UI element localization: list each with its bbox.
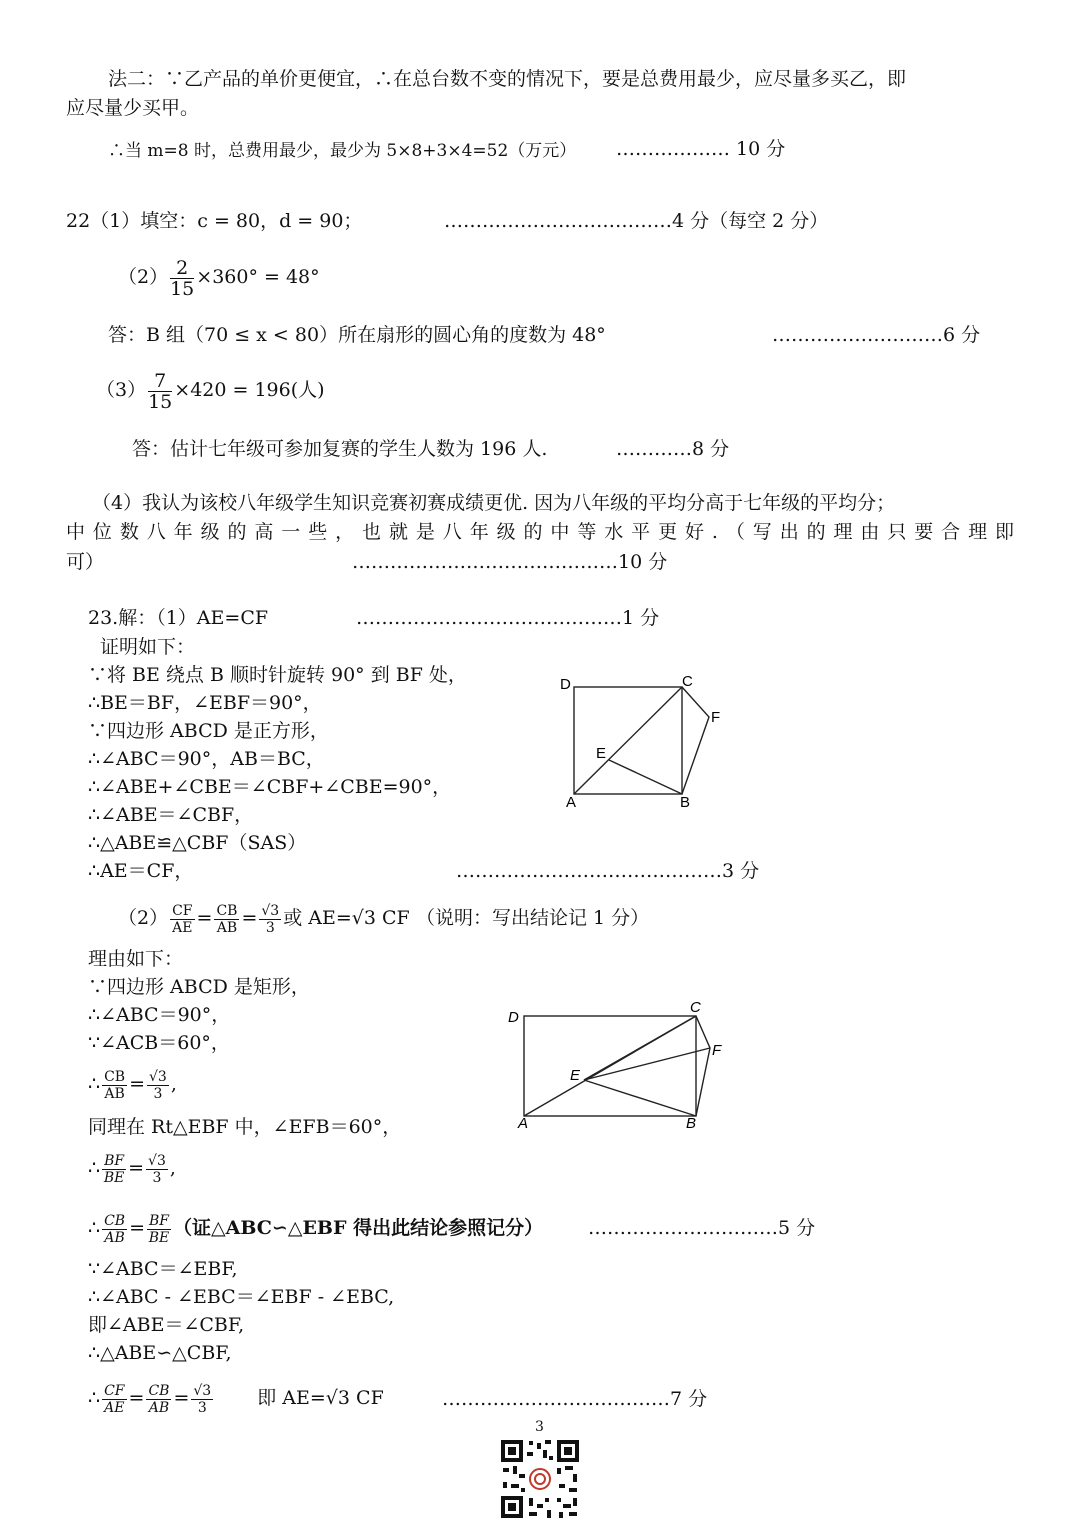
fig1-label-c: C: [682, 673, 693, 690]
segment-eb: [609, 760, 682, 794]
fraction-denominator: AB: [216, 919, 238, 936]
fraction-denominator: AE: [104, 1399, 125, 1416]
q23-reason-ratio-1: ∴ $\frac{CB}{AB}$ = $\frac{√3}{3}$ ,: [88, 1068, 177, 1102]
fraction-numerator: √3: [193, 1382, 212, 1399]
fig1-label-b: B: [680, 794, 691, 811]
fraction: [170, 903, 194, 936]
q23-part2-label: （2）: [118, 907, 169, 929]
fig2-label-a: A: [518, 1115, 529, 1132]
q23-head-score: ……………………………………1 分: [356, 607, 660, 629]
q22-part4: [66, 489, 1014, 547]
fraction-denominator: 15: [170, 277, 195, 300]
q22-part4-line3: 可）: [66, 551, 105, 573]
q23-part2-alt: 或 AE=√3 CF: [283, 907, 410, 929]
fraction: [102, 1069, 127, 1102]
q23-reason-line: ∵∠ACB＝60°，: [88, 1032, 230, 1054]
fig1-label-f: F: [711, 709, 721, 726]
fig2-label-d: D: [508, 1009, 519, 1026]
fraction-numerator: CB: [216, 902, 238, 919]
fraction: [191, 1383, 213, 1416]
q22-part3: [96, 365, 325, 415]
q23-final-score: ………………………………7 分: [442, 1388, 708, 1410]
q22-part1-score: ………………………………4 分（每空 2 分）: [444, 210, 829, 232]
method2-line1: 法二：∵乙产品的单价更便宜，∴在总台数不变的情况下，要是总费用最少，应尽量多买乙，即: [108, 68, 907, 90]
q23-reason-line: ∵四边形 ABCD 是矩形，: [88, 976, 310, 998]
segment-cfb: [682, 687, 709, 794]
fig2-label-e: E: [570, 1067, 581, 1084]
q22-part3-answer: 答：估计七年级可参加复赛的学生人数为 196 人.: [132, 438, 548, 460]
fraction-denominator: AB: [148, 1399, 170, 1416]
q23-part2: （2） $\frac{CF}{AE}$ = $\frac{CB}{AB}$ = $\frac{√3}{3}$ 或 AE=√3 CF: [118, 902, 410, 936]
q23-reason-line: ∴∠ABC - ∠EBC＝∠EBF - ∠EBC,: [88, 1286, 395, 1308]
fraction-denominator: AB: [104, 1229, 125, 1246]
q22-part2-answer: 答：B 组（70 ≤ x < 80）所在扇形的圆心角的度数为 48°: [108, 324, 606, 346]
fraction-denominator: BE: [148, 1229, 170, 1246]
fraction-numerator: CF: [104, 1382, 125, 1399]
fraction-denominator: 3: [152, 1169, 162, 1186]
q23-proof-score: ……………………………………3 分: [456, 860, 760, 882]
fraction-numerator: √3: [149, 1068, 167, 1085]
fraction: [102, 1213, 127, 1246]
fraction-numerator: CF: [172, 902, 193, 919]
fraction-denominator: 15: [148, 390, 173, 413]
q23-reason-line: ∵∠ABC＝∠EBF,: [88, 1258, 238, 1280]
fraction: [146, 1153, 168, 1186]
fraction-numerator: 2: [170, 258, 194, 279]
q22-part2-expr: ×360° = 48°: [196, 266, 320, 288]
segment-eb: [584, 1080, 696, 1116]
fraction-numerator: BF: [149, 1212, 170, 1229]
diagonal-ac: [574, 687, 682, 794]
figure-rectangle: [500, 1000, 740, 1135]
fraction-denominator: AB: [104, 1085, 125, 1102]
q22-part2-label: （2）: [118, 266, 169, 288]
fraction: [147, 1213, 171, 1246]
fraction: [102, 1153, 126, 1186]
q23-reason-score-5: …………………………5 分: [588, 1217, 816, 1239]
q23-proof-line: ∵四边形 ABCD 是正方形，: [88, 720, 329, 742]
figure-square: [556, 672, 736, 812]
fraction: [147, 1069, 169, 1102]
q22-part2-fraction: [170, 258, 194, 299]
fig2-label-f: F: [712, 1042, 722, 1059]
fraction: [214, 903, 239, 936]
method2-line2: 应尽量少买甲。: [66, 97, 200, 119]
q22-part4-line2: 中位数八年级的高一些，也就是八年级的中等水平更好.（写出的理由只要合理即: [66, 521, 1014, 543]
q22-part3-fraction: [148, 371, 172, 412]
q23-reason-line: 同理在 Rt△EBF 中，∠EFB＝60°，: [88, 1116, 402, 1138]
q22-part1: 22（1）填空：c = 80，d = 90；: [66, 210, 363, 232]
fraction-numerator: √3: [148, 1152, 166, 1169]
q22-part2: [118, 252, 320, 302]
page-number: 3: [535, 1419, 544, 1435]
fraction-numerator: CB: [104, 1212, 126, 1229]
q23-head: 23.解：（1）AE=CF: [88, 607, 269, 629]
fig2-label-c: C: [690, 1000, 701, 1016]
fraction-denominator: BE: [103, 1169, 125, 1186]
q23-proof-line: ∴∠ABE＝∠CBF，: [88, 804, 254, 826]
q23-final: ∴ $\frac{CF}{AE}$ = $\frac{CB}{AB}$ = $\frac{√3}{3}$ 即 AE=√3 CF: [88, 1382, 384, 1416]
fraction-denominator: 3: [265, 919, 275, 936]
q23-final-tail: 即 AE=√3 CF: [257, 1387, 384, 1409]
segment-ec: [584, 1016, 696, 1080]
method2-result: ∴当 m=8 时，总费用最少，最少为 5×8+3×4=52（万元）: [108, 141, 577, 161]
q23-proof-line: ∵将 BE 绕点 B 顺时针旋转 90° 到 BF 处，: [88, 664, 467, 686]
fraction-numerator: BF: [104, 1152, 125, 1169]
fraction: [102, 1383, 126, 1416]
fraction-numerator: CB: [104, 1068, 126, 1085]
segment-ef: [584, 1048, 710, 1080]
fraction: [146, 1383, 171, 1416]
fraction-numerator: CB: [148, 1382, 170, 1399]
q22-part4-score: ……………………………………10 分: [352, 551, 668, 573]
q23-reason-line: ∴∠ABC＝90°，: [88, 1004, 231, 1026]
fraction: [259, 903, 281, 936]
q22-part2-score: ………………………6 分: [772, 324, 981, 346]
fraction-numerator: √3: [261, 902, 280, 919]
fraction-denominator: 3: [153, 1085, 163, 1102]
segment-cfb: [696, 1016, 710, 1116]
q23-proof-line: ∴AE＝CF，: [88, 860, 194, 882]
fig1-label-a: A: [566, 794, 577, 811]
q23-proof-line: ∴∠ABC＝90°，AB＝BC，: [88, 748, 325, 770]
fraction-numerator: 7: [148, 371, 172, 392]
q22-part4-line1: （4）我认为该校八年级学生知识竞赛初赛成绩更优. 因为八年级的平均分高于七年级的平均分；: [92, 492, 896, 514]
fig1-label-e: E: [596, 745, 607, 762]
q23-proof-title: 证明如下：: [100, 636, 196, 658]
q23-reason-ratio-3: ∴ $\frac{CB}{AB}$ = $\frac{BF}{BE}$ （证△ABC∽△EBF 得出此结论参照记分）: [88, 1212, 544, 1246]
qr-code-icon: [499, 1438, 581, 1520]
q22-part3-score: …………8 分: [616, 438, 730, 460]
q23-reason-note: （证△ABC∽△EBF 得出此结论参照记分）: [173, 1217, 544, 1239]
q23-proof-line: ∴∠ABE+∠CBE＝∠CBF+∠CBE=90°，: [88, 776, 452, 798]
q22-part3-label: （3）: [96, 379, 147, 401]
q23-part2-note: （说明：写出结论记 1 分）: [416, 907, 650, 929]
fig2-label-b: B: [686, 1115, 697, 1132]
fig1-label-d: D: [560, 676, 571, 693]
q22-part3-expr: ×420 = 196(人): [174, 379, 325, 401]
q23-reason-title: 理由如下：: [88, 948, 184, 970]
fraction-denominator: AE: [172, 919, 193, 936]
q23-proof-line: ∴△ABE≌△CBF（SAS）: [88, 832, 307, 854]
q23-proof-line: ∴BE＝BF，∠EBF＝90°，: [88, 692, 322, 714]
q23-reason-line: ∴△ABE∽△CBF,: [88, 1342, 232, 1364]
fraction-denominator: 3: [197, 1399, 207, 1416]
q23-reason-line: 即∠ABE＝∠CBF,: [88, 1314, 245, 1336]
q23-reason-ratio-2: ∴ $\frac{BF}{BE}$ = $\frac{√3}{3}$ ,: [88, 1152, 176, 1186]
method2-score: ……………… 10 分: [616, 138, 786, 160]
